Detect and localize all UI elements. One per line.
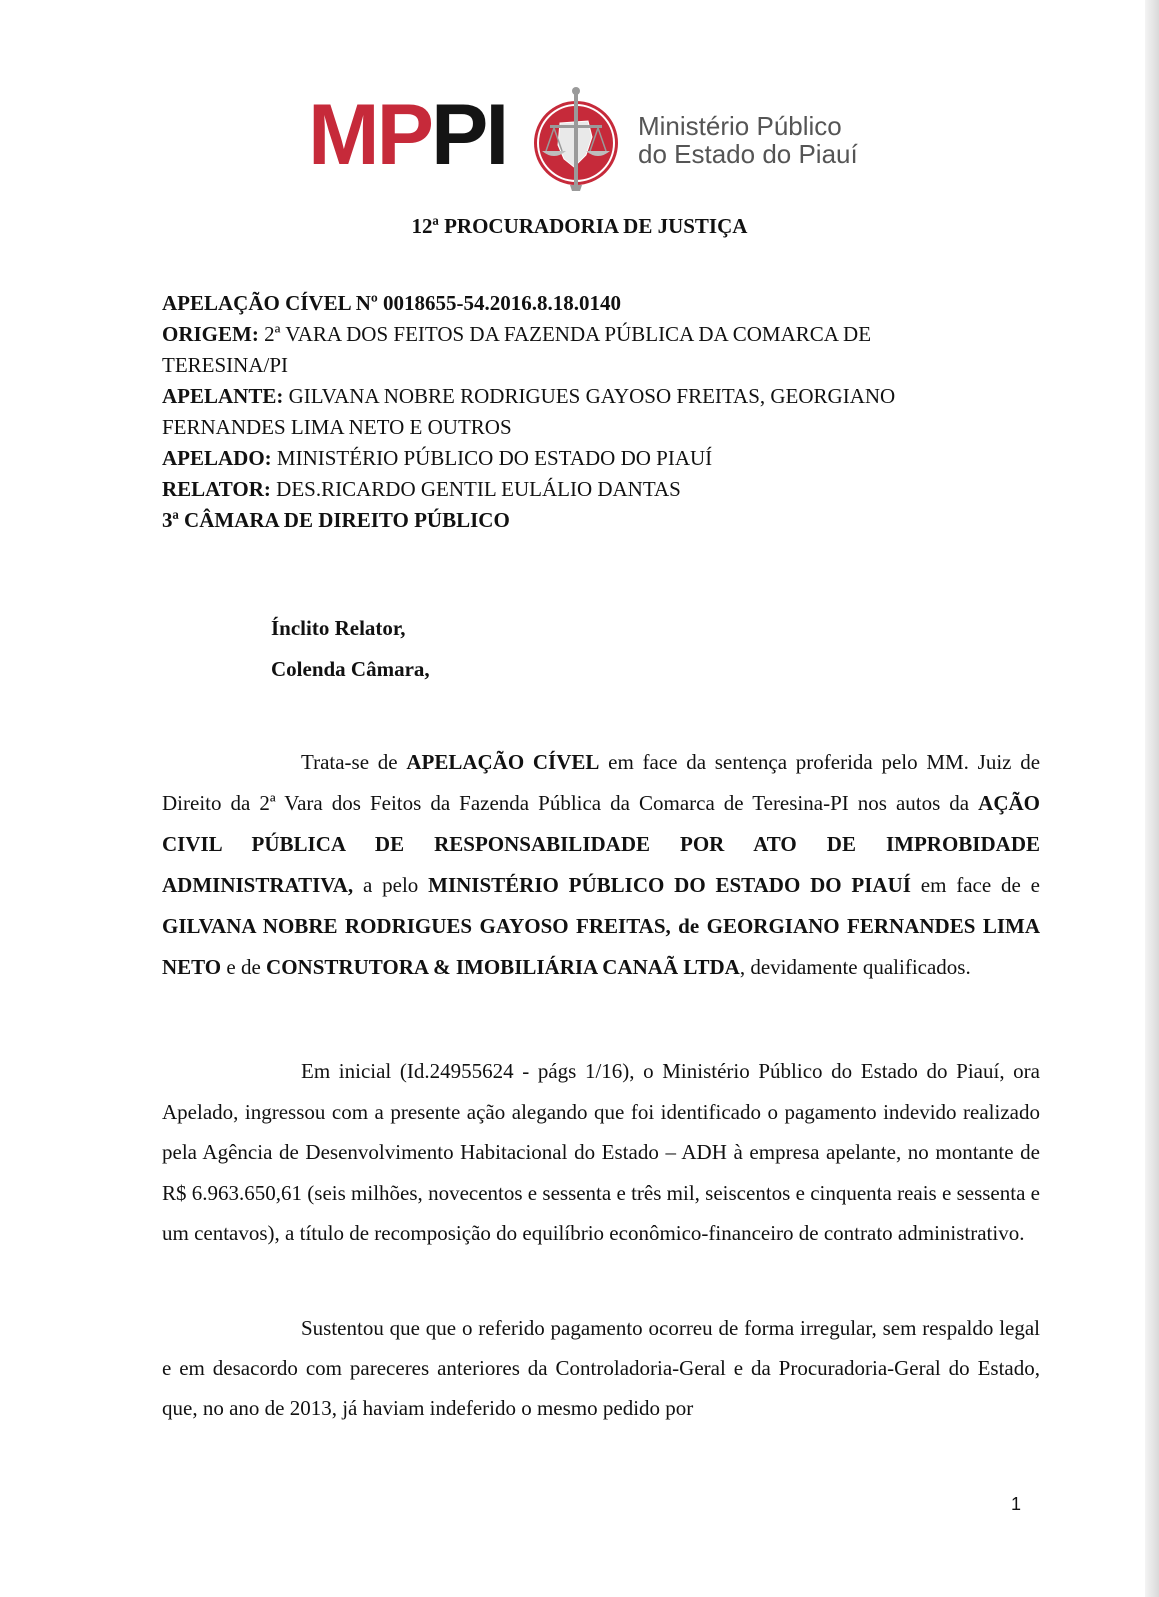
appellant-line-cont: FERNANDES LIMA NETO E OUTROS xyxy=(162,415,512,439)
office-title: 12ª PROCURADORIA DE JUSTIÇA xyxy=(411,214,748,238)
page-number: 1 xyxy=(1011,1494,1022,1514)
page-edge-shadow xyxy=(1145,0,1159,1597)
appellee-line: APELADO: MINISTÉRIO PÚBLICO DO ESTADO DO PIAUÍ xyxy=(162,446,713,470)
logo-pi: PI xyxy=(431,87,507,183)
logo-wordmark xyxy=(308,87,507,183)
institution-line-2: do Estado do Piauí xyxy=(638,139,858,169)
origin-line-cont: TERESINA/PI xyxy=(162,353,288,377)
paragraph-1: Trata-se de APELAÇÃO CÍVEL em face da sentença proferida pelo MM. Juiz de Direito da 2ª Vara dos Feitos da Fazenda Pública da Comarca de Teresina-PI nos autos da AÇÃO CIVIL PÚBLICA DE RESPONSABILIDADE POR ATO DE IMPROBIDADE ADMINISTRATIVA, a pelo MINISTÉRIO PÚBLICO DO ESTADO DO PIAUÍ em face de e GILVANA NOBRE RODRIGUES GAYOSO FREITAS, de GEORGIANO FERNANDES LIMA NETO e de CONSTRUTORA & IMOBILIÁRIA CANAÃ LTDA, devidamente qualificados. xyxy=(162,750,1041,979)
origin-line: ORIGEM: 2ª VARA DOS FEITOS DA FAZENDA PÚBLICA DA COMARCA DE xyxy=(162,322,872,346)
case-header xyxy=(162,288,1042,536)
salutation xyxy=(271,608,430,690)
case-number: APELAÇÃO CÍVEL Nº 0018655-54.2016.8.18.0140 xyxy=(162,291,622,315)
chamber-line: 3ª CÂMARA DE DIREITO PÚBLICO xyxy=(162,508,510,532)
paragraph-3: Sustentou que que o referido pagamento ocorreu de forma irregular, sem respaldo legal e em desacordo com pareceres anteriores da Controladoria-Geral e da Procuradoria-Geral do Estado, que, no ano de 2013, já haviam indeferido o mesmo pedido por xyxy=(162,1316,1040,1420)
rapporteur-line: RELATOR: DES.RICARDO GENTIL EULÁLIO DANTAS xyxy=(162,477,681,501)
salutation-line-2: Colenda Câmara, xyxy=(271,657,430,681)
institution-name xyxy=(638,112,858,168)
institution-line-1: Ministério Público xyxy=(638,111,842,141)
scales-of-justice-seal-icon xyxy=(530,85,622,193)
paragraph-2: Em inicial (Id.24955624 - págs 1/16), o Ministério Público do Estado do Piauí, ora Apelado, ingressou com a presente ação alegando que foi identificado o pagamento indevido realizado pela Agência de Desenvolvimento Habitacional do Estado – ADH à empresa apelante, no montante de R$ 6.963.650,61 (seis milhões, novecentos e sessenta e três mil, seiscentos e cinquenta reais e sessenta e um centavos), a título de recomposição do equilíbrio econômico-financeiro de contrato administrativo. xyxy=(162,1059,1040,1245)
mppi-logo xyxy=(308,80,868,200)
appellant-line: APELANTE: GILVANA NOBRE RODRIGUES GAYOSO FREITAS, GEORGIANO xyxy=(162,384,896,408)
logo-mp: MP xyxy=(308,87,431,183)
salutation-line-1: Ínclito Relator, xyxy=(271,616,406,640)
